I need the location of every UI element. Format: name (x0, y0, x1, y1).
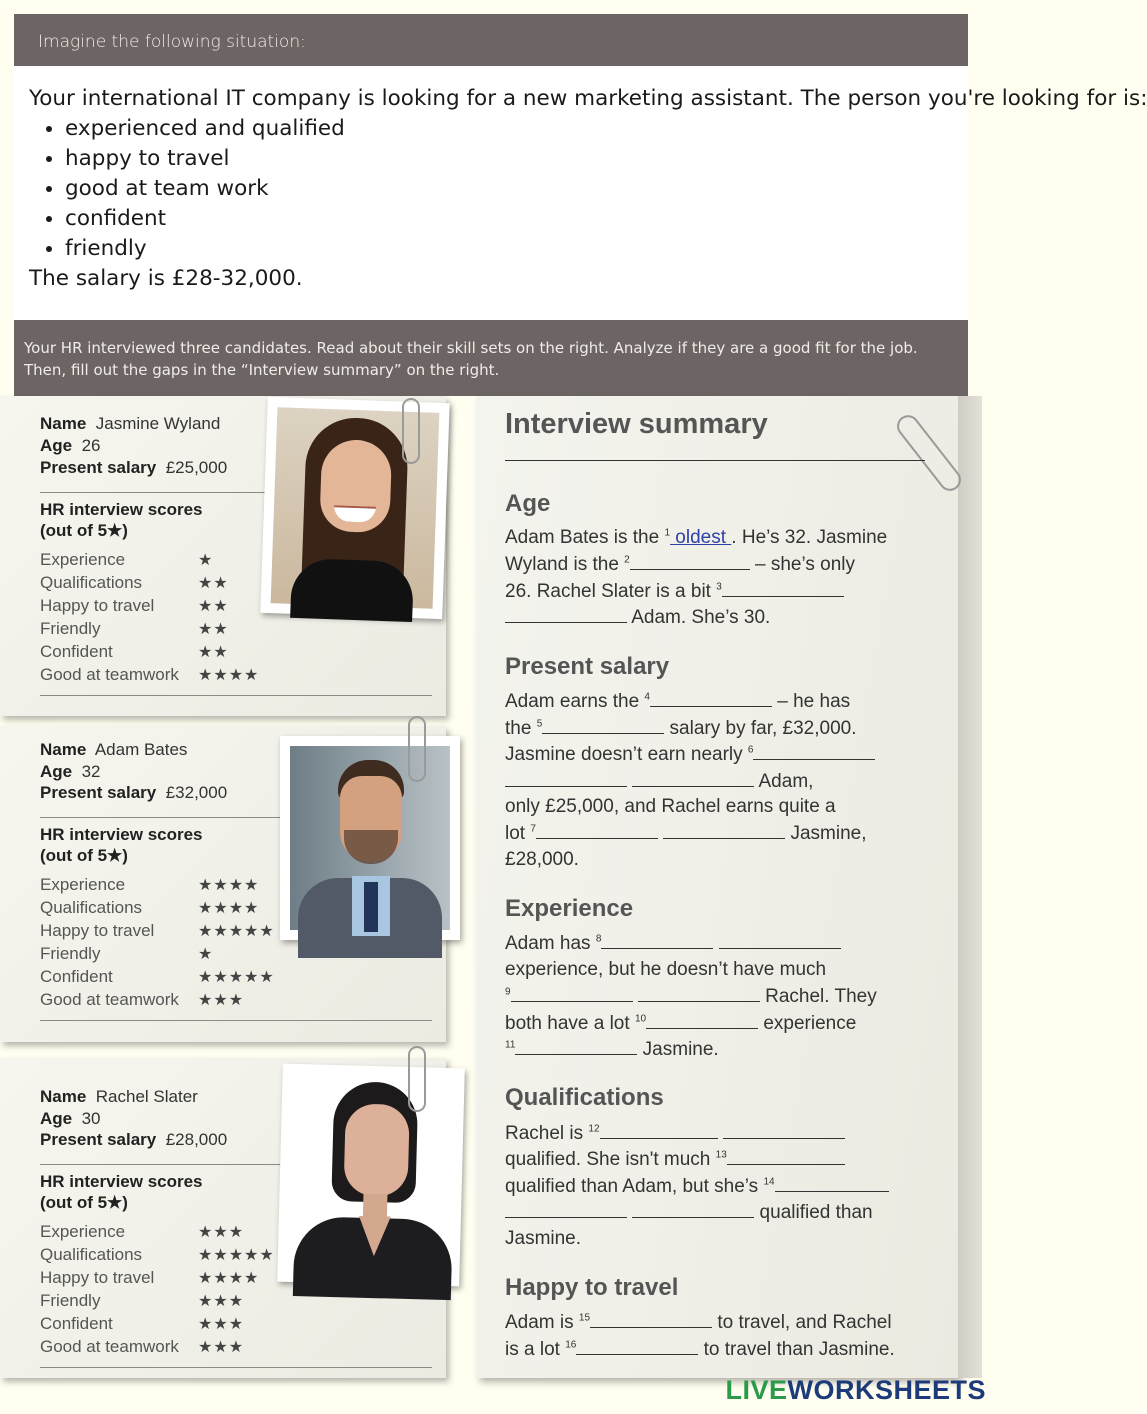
summary-line (505, 1012, 856, 1035)
divider (40, 695, 432, 696)
age-label: Age (40, 762, 73, 781)
candidate-salary: £25,000 (165, 458, 228, 477)
summary-line (505, 770, 813, 793)
candidate-salary: £28,000 (165, 1130, 228, 1149)
score-stars: ★★ (198, 575, 229, 592)
gap-14-input-continued[interactable] (632, 1201, 754, 1218)
gap-13-input[interactable] (727, 1148, 845, 1165)
scores-scale (40, 846, 128, 866)
gap-8-input-continued[interactable] (719, 932, 841, 949)
gap-12-input-continued[interactable] (723, 1122, 845, 1139)
gap-12-input[interactable] (600, 1122, 718, 1139)
candidate-name: Adam Bates (94, 740, 188, 759)
gap-number: 8 (595, 933, 602, 945)
score-stars: ★★★ (198, 1293, 245, 1310)
section-heading-travel: Happy to travel (505, 1274, 679, 1301)
gap-number: 12 (588, 1123, 600, 1135)
gap-10-input[interactable] (646, 1012, 758, 1029)
summary-line: £28,000. (505, 849, 579, 870)
scores-heading-line1: HR interview scores (40, 825, 203, 844)
text-fragment: Adam is (505, 1312, 579, 1333)
score-label: Confident (40, 642, 113, 661)
gap-number: 11 (505, 1039, 516, 1051)
score-stars: ★★★ (198, 1316, 245, 1333)
summary-line (505, 717, 857, 740)
text-fragment: the (505, 718, 537, 739)
candidate-name: Jasmine Wyland (95, 414, 221, 433)
summary-line (505, 606, 770, 629)
candidate-age: 26 (81, 436, 101, 455)
text-fragment: to travel, and Rachel (712, 1312, 892, 1333)
divider (40, 1020, 432, 1021)
gap-6-input-continued[interactable] (632, 770, 754, 787)
liveworksheets-logo[interactable] (725, 1375, 986, 1406)
candidate-name-row (40, 1087, 198, 1107)
summary-line (505, 1338, 895, 1361)
score-label: Friendly (40, 619, 101, 638)
logo-text: WORKSHEETS (787, 1375, 986, 1405)
candidate-salary-row (40, 458, 227, 478)
score-label: Experience (40, 1222, 126, 1241)
divider (40, 492, 270, 493)
header-bar (14, 14, 968, 66)
text-fragment: qualified than (754, 1202, 873, 1223)
text-fragment: qualified than Adam, but she’s (505, 1176, 764, 1197)
score-stars: ★★ (198, 598, 229, 615)
score-label: Friendly (40, 1291, 101, 1310)
gap-number: 15 (578, 1312, 591, 1324)
candidate-name-row (40, 414, 220, 434)
scores-heading (40, 1172, 203, 1192)
score-label: Good at teamwork (40, 990, 179, 1009)
candidate-age-row (40, 1109, 101, 1129)
text-fragment: Jasmine, (785, 823, 867, 844)
section-heading-age: Age (505, 490, 551, 517)
score-label: Friendly (40, 944, 101, 963)
gap-15-input[interactable] (590, 1311, 712, 1328)
text-fragment: lot (505, 823, 531, 844)
score-stars: ★★★★ (198, 667, 260, 684)
score-label: Happy to travel (40, 921, 155, 940)
gap-number: 1 (664, 527, 671, 539)
text-fragment: – she’s only (749, 554, 856, 575)
score-stars: ★★ (198, 644, 229, 661)
summary-line (505, 1148, 845, 1171)
scores-heading (40, 825, 203, 845)
score-stars: ★ (198, 552, 214, 569)
section-heading-experience: Experience (505, 895, 634, 922)
candidate-age: 30 (81, 1109, 101, 1128)
list-item: • experienced and qualified (65, 114, 968, 144)
instructions-text: Your HR interviewed three candidates. Read about their skill sets on the right. Analyze if they are a good fit for the job. Then, fill out the gaps in the “Interview summary” on the right. (24, 339, 918, 379)
scores-heading-line2: (out of 5★) (40, 846, 128, 865)
gap-6-input[interactable] (753, 743, 875, 760)
name-label: Name (40, 1087, 87, 1106)
divider (40, 1367, 432, 1368)
gap-number: 14 (763, 1176, 775, 1188)
text-fragment: Adam earns the (505, 691, 645, 712)
text-fragment: experience (758, 1013, 857, 1034)
summary-line (505, 985, 877, 1008)
scores-heading (40, 500, 203, 520)
text-fragment: Rachel is (505, 1123, 589, 1144)
gap-9-input-continued[interactable] (638, 985, 760, 1002)
divider (40, 817, 280, 818)
score-label: Good at teamwork (40, 1337, 179, 1356)
summary-line (505, 1175, 889, 1198)
summary-edge (958, 396, 982, 1378)
section-heading-qualifications: Qualifications (505, 1084, 664, 1111)
text-fragment: Adam, (754, 771, 814, 792)
summary-line (505, 822, 867, 845)
text-fragment: both have a lot (505, 1013, 635, 1034)
gap-number: 6 (747, 744, 754, 756)
score-label: Good at teamwork (40, 665, 179, 684)
text-fragment: Adam Bates is the (505, 527, 665, 548)
gap-4-input[interactable] (650, 690, 772, 707)
score-stars: ★★★★★ (198, 1247, 275, 1264)
score-stars: ★★★★★ (198, 923, 275, 940)
gap-11-input[interactable] (515, 1038, 637, 1055)
summary-line (505, 743, 875, 766)
summary-line (505, 527, 887, 549)
text-fragment: 26. Rachel Slater is a bit (505, 581, 717, 602)
text-fragment: Jasmine doesn’t earn nearly (505, 744, 748, 765)
score-label: Qualifications (40, 898, 143, 917)
list-item: • happy to travel (65, 144, 968, 174)
gap-number: 16 (565, 1339, 577, 1351)
gap-9-input[interactable] (511, 985, 633, 1002)
candidate-name: Rachel Slater (95, 1087, 198, 1106)
candidate-salary-row (40, 783, 227, 803)
score-label: Experience (40, 550, 126, 569)
summary-line (505, 1201, 873, 1224)
intro-lead: Your international IT company is looking for a new marketing assistant. The person you're looking for is: (29, 86, 1147, 111)
text-fragment: to travel than Jasmine. (698, 1339, 895, 1360)
salary-label: Present salary (40, 458, 157, 477)
text-fragment: qualified. She isn't much (505, 1149, 716, 1170)
score-stars: ★★★★ (198, 1270, 260, 1287)
intro-box (14, 66, 1147, 320)
score-stars: ★★★★★ (198, 969, 275, 986)
list-item: • confident (65, 204, 968, 234)
photo-jasmine (260, 397, 449, 619)
paperclip-icon (408, 716, 426, 782)
gap-number: 3 (716, 581, 722, 593)
instructions-bar (14, 320, 968, 396)
age-label: Age (40, 1109, 73, 1128)
paperclip-icon (402, 398, 420, 464)
score-label: Qualifications (40, 573, 143, 592)
score-stars: ★★★ (198, 1339, 245, 1356)
gap-1-answer[interactable]: oldest (670, 527, 732, 548)
gap-number: 4 (644, 691, 650, 703)
candidate-salary-row (40, 1130, 227, 1150)
scores-scale (40, 1193, 128, 1213)
paperclip-icon (408, 1046, 426, 1112)
candidate-age: 32 (81, 762, 101, 781)
requirements-list (29, 114, 968, 264)
score-label: Confident (40, 1314, 113, 1333)
scores-heading-line1: HR interview scores (40, 1172, 203, 1191)
scores-heading-line2: (out of 5★) (40, 1193, 128, 1212)
gap-6-input-continued[interactable] (505, 770, 627, 787)
gap-14-input-continued[interactable] (505, 1201, 627, 1218)
logo-prefix: LIVE (725, 1375, 788, 1405)
gap-16-input[interactable] (576, 1338, 698, 1355)
score-stars: ★★★★ (198, 877, 260, 894)
score-stars: ★★★★ (198, 900, 260, 917)
score-label: Happy to travel (40, 596, 155, 615)
score-label: Confident (40, 967, 113, 986)
summary-line (505, 1038, 719, 1061)
scores-heading-line2: (out of 5★) (40, 521, 128, 540)
gap-7-input-continued[interactable] (663, 822, 785, 839)
gap-14-input[interactable] (775, 1175, 889, 1192)
gap-number: 9 (505, 986, 511, 998)
score-stars: ★★★ (198, 1224, 245, 1241)
gap-5-input[interactable] (542, 717, 664, 734)
summary-line (505, 580, 844, 603)
name-label: Name (40, 740, 87, 759)
score-label: Qualifications (40, 1245, 143, 1264)
summary-line (505, 690, 850, 713)
divider (40, 1164, 280, 1165)
divider (505, 460, 925, 461)
salary-label: Present salary (40, 1130, 157, 1149)
summary-line (505, 1311, 892, 1334)
photo-rachel (277, 1064, 465, 1287)
salary-label: Present salary (40, 783, 157, 802)
candidate-salary: £32,000 (165, 783, 228, 802)
text-fragment: Adam has (505, 933, 596, 954)
gap-3-input-continued[interactable] (505, 606, 627, 623)
summary-line: only £25,000, and Rachel earns quite a (505, 796, 836, 817)
summary-title: Interview summary (505, 408, 768, 440)
gap-number: 7 (530, 823, 536, 835)
age-label: Age (40, 436, 73, 455)
summary-line: experience, but he doesn’t have much (505, 959, 827, 980)
candidate-name-row (40, 740, 187, 760)
photo-adam (280, 736, 460, 940)
text-fragment: – he has (771, 691, 851, 712)
gap-8-input[interactable] (601, 932, 713, 949)
summary-line (505, 932, 841, 955)
summary-line: Jasmine. (505, 1228, 582, 1249)
text-fragment: Jasmine. (637, 1039, 719, 1060)
scores-heading-line1: HR interview scores (40, 500, 203, 519)
summary-line (505, 553, 855, 576)
header-text: Imagine the following situation: (38, 32, 306, 52)
gap-number: 2 (624, 554, 630, 566)
salary-note: The salary is £28-32,000. (29, 266, 303, 291)
gap-number: 10 (634, 1013, 647, 1025)
score-stars: ★ (198, 946, 214, 963)
gap-number: 5 (536, 718, 543, 730)
score-stars: ★★★ (198, 992, 245, 1009)
list-item: • good at team work (65, 174, 968, 204)
summary-line (505, 1122, 845, 1145)
gap-number: 13 (715, 1149, 727, 1161)
score-label: Experience (40, 875, 126, 894)
text-fragment: Wyland is the (505, 554, 625, 575)
gap-7-input[interactable] (536, 822, 658, 839)
score-stars: ★★ (198, 621, 229, 638)
name-label: Name (40, 414, 87, 433)
section-heading-salary: Present salary (505, 653, 670, 680)
text-fragment: Rachel. They (759, 986, 877, 1007)
scores-scale (40, 521, 128, 541)
list-item: • friendly (65, 234, 968, 264)
text-fragment: is a lot (505, 1339, 566, 1360)
score-label: Happy to travel (40, 1268, 155, 1287)
candidate-age-row (40, 762, 101, 782)
text-fragment: . He’s 32. Jasmine (731, 527, 888, 548)
text-fragment: salary by far, £32,000. (664, 718, 857, 739)
gap-2-input[interactable] (630, 553, 750, 570)
text-fragment: Adam. She’s 30. (627, 607, 771, 628)
candidate-age-row (40, 436, 101, 456)
gap-3-input[interactable] (722, 580, 844, 597)
